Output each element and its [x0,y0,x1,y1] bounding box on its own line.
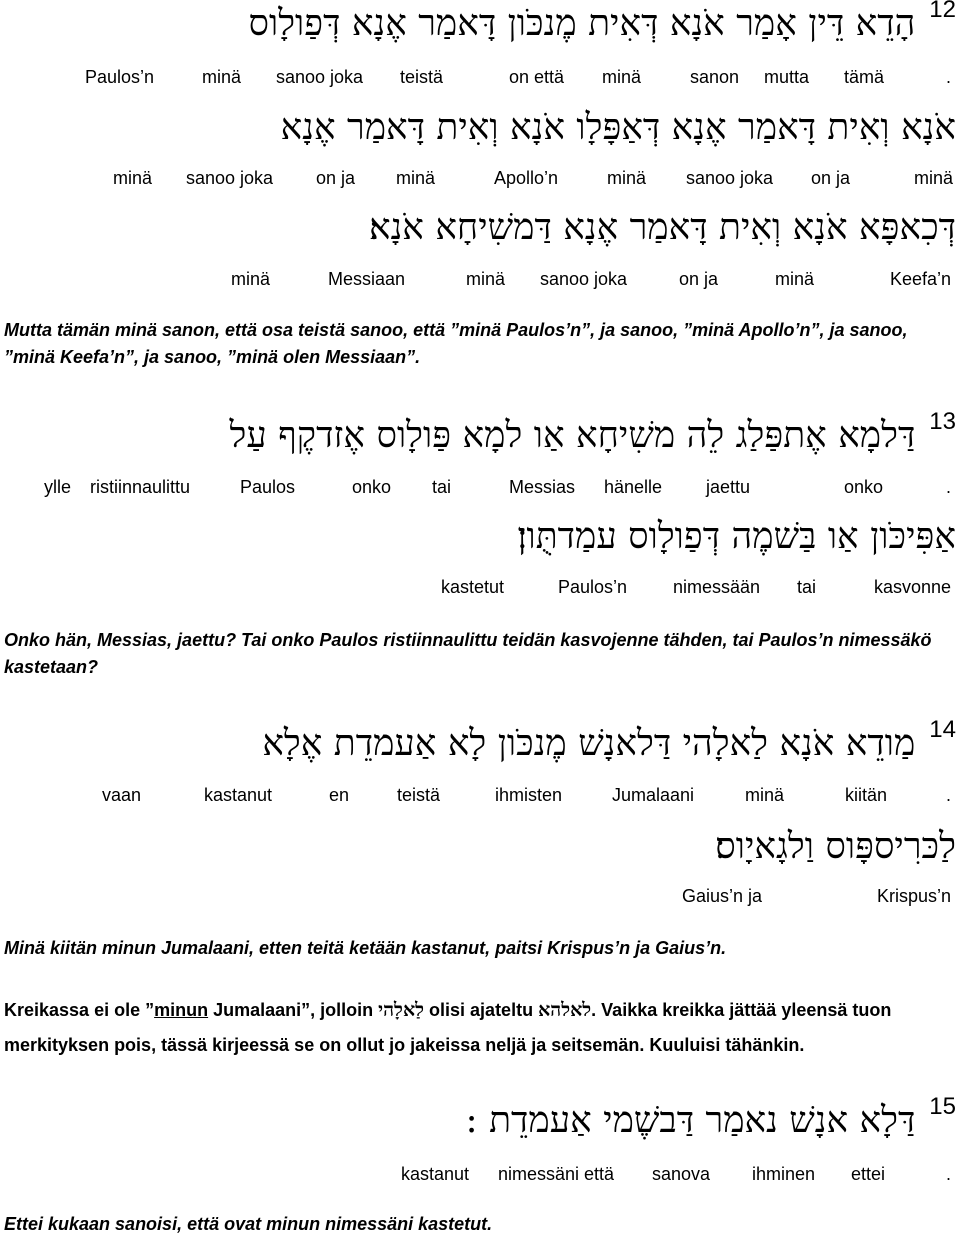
verse-number: 14 [929,716,956,743]
gloss-word: . [946,785,952,805]
gloss-word: teistä [397,785,441,805]
gloss-word: en [329,785,350,805]
gloss-word: ristiinnaulittu [90,477,191,497]
gloss-word: Jumalaani [612,785,695,805]
gloss-word: . [946,1164,952,1184]
gloss-word: sanova [652,1164,711,1184]
gloss-word: minä [466,269,506,289]
gloss-word: sanoo joka [686,168,774,188]
gloss-word: mutta [764,67,810,87]
gloss-word: sanon [690,67,740,87]
note-underlined-word: minun [154,1000,209,1020]
note-text: olisi ajateltu [424,1000,539,1020]
gloss-word: on että [509,67,565,87]
verse-12-translation: Mutta tämän minä sanon, että osa teistä sanoo, että ”minä Paulos’n”, ja sanoo, ”minä Apollo’n”, ja sanoo, ”minä Keefa’n”, ja sanoo, ”minä olen Messiaan”. [4,320,908,367]
gloss-word: Paulos [240,477,296,497]
hebrew-text: לַכּרִיספָּוס וַלגָאיָוס׃ [715,826,956,867]
gloss-word: on ja [679,269,719,289]
gloss-word: jaettu [706,477,751,497]
note-hebrew-word: לַאלָהי [378,999,425,1021]
gloss-word: minä [914,168,954,188]
hebrew-text: מַודֵא אֹנָא לַאלָהי דַּלאנָשׁ מֶנכֹּון לָא אַעמדֵת אֶלָא [262,723,916,764]
gloss-word: ihmisten [495,785,563,805]
gloss-word: Krispus’n [877,886,952,906]
verse-13-hebrew-line-2 [0,515,956,559]
gloss-word: sanoo joka [540,269,628,289]
verse-14-gloss-line-2 [0,883,960,909]
gloss-word: minä [113,168,153,188]
verse-number: 12 [929,0,956,23]
gloss-word: Gaius’n ja [682,886,763,906]
verse-15-translation: Ettei kukaan sanoisi, että ovat minun nimessäni kastetut. [4,1214,493,1234]
verse-14-gloss-line-1 [0,782,960,808]
gloss-word: on ja [811,168,851,188]
gloss-word: kastetut [441,577,505,597]
gloss-word: onko [844,477,884,497]
gloss-word: minä [607,168,647,188]
gloss-word: kastanut [401,1164,470,1184]
hebrew-text: דַּלמָא אֶתפַּלַג לֵה משִׁיחָא אַו למָא פַּולָוס אֶזדקֶף עַל [229,415,916,456]
verse-12-hebrew-line-2 [0,106,956,150]
hebrew-text: הָדֵא דֵּין אָמַר אֹנָא דְּאִית מֶנכֹּון דָּאמַר אֶנָא דְּפַולָוס [248,3,916,44]
gloss-word: minä [396,168,436,188]
note-text: Kreikassa ei ole ” [4,1000,155,1020]
verse-12-gloss-line-1 [0,64,960,90]
gloss-word: Paulos’n [85,67,155,87]
hebrew-text: דַּלָא אנָשׁ נאמַר דַּבשֶׁמי אַעמדֵת : [465,1100,916,1141]
gloss-word: onko [352,477,392,497]
verse-15-hebrew-line-1 [0,1093,956,1143]
hebrew-text: אַפִּיכֹּון אַו בַּשׁמֶה דְּפַולָוס עמַדתֻּון׃ [517,516,956,557]
gloss-word: kasvonne [874,577,952,597]
note-hebrew-word: לאלהא [538,999,592,1021]
gloss-word: sanoo joka [186,168,274,188]
gloss-word: nimessäni että [498,1164,615,1184]
verse-14-hebrew-line-2 [0,825,956,869]
hebrew-text: אֹנָא וְאִית דָּאמַר אֶנָא דְּאַפָּלָו אֹנָא וְאִית דָּאמַר אֶנָא [280,107,956,148]
gloss-word: tai [797,577,817,597]
hebrew-text: דְּכִאפָּא אֹנָא וְאִית דָּאמַר אֶנָא דַּמשִׁיחָא אֹנָא׃ [368,207,956,248]
gloss-word: Paulos’n [558,577,628,597]
verse-13-gloss-line-2 [0,574,960,600]
gloss-word: Messias [509,477,576,497]
verse-14-translation: Minä kiitän minun Jumalaani, etten teitä ketään kastanut, paitsi Krispus’n ja Gaius’n. [4,938,727,958]
verse-number: 15 [929,1093,956,1120]
gloss-word: kiitän [845,785,888,805]
gloss-word: vaan [102,785,142,805]
gloss-word: . [946,67,952,87]
verse-12-gloss-line-3 [0,266,960,292]
gloss-word: ylle [44,477,72,497]
verse-13-hebrew-line-1 [0,408,956,458]
note-text: . Vaikka kreikka jättää yleensä tuon merkityksen pois, tässä kirjeessä se on ollut jo jakeissa neljä ja seitsemän. Kuuluisi tähänkin. [4,1000,892,1055]
gloss-word: ettei [851,1164,886,1184]
gloss-word: minä [602,67,642,87]
verse-12-gloss-line-2 [0,165,960,191]
gloss-word: . [946,477,952,497]
gloss-word: teistä [400,67,444,87]
gloss-word: Apollo’n [494,168,559,188]
gloss-word: ihminen [752,1164,816,1184]
verse-13-gloss-line-1 [0,474,960,500]
gloss-word: hänelle [604,477,663,497]
verse-12-hebrew-line-3 [0,206,956,250]
verse-number: 13 [929,408,956,435]
verse-12-hebrew-line-1 [0,2,956,46]
gloss-word: nimessään [673,577,761,597]
commentary-note [4,993,954,1063]
note-text: Jumalaani”, jolloin [208,1000,379,1020]
gloss-word: Keefa’n [890,269,952,289]
gloss-word: sanoo joka [276,67,364,87]
gloss-word: on ja [316,168,356,188]
gloss-word: tai [432,477,452,497]
verse-15-gloss-line-1 [0,1161,960,1187]
gloss-word: Messiaan [328,269,406,289]
gloss-word: minä [775,269,815,289]
verse-13-translation: Onko hän, Messias, jaettu? Tai onko Paulos ristiinnaulittu teidän kasvojenne tähden, tai Paulos’n nimessäkö kastetaan? [4,630,932,677]
gloss-word: minä [231,269,271,289]
gloss-word: tämä [844,67,885,87]
verse-14-hebrew-line-1 [0,716,956,766]
gloss-word: kastanut [204,785,273,805]
gloss-word: minä [202,67,242,87]
gloss-word: minä [745,785,785,805]
